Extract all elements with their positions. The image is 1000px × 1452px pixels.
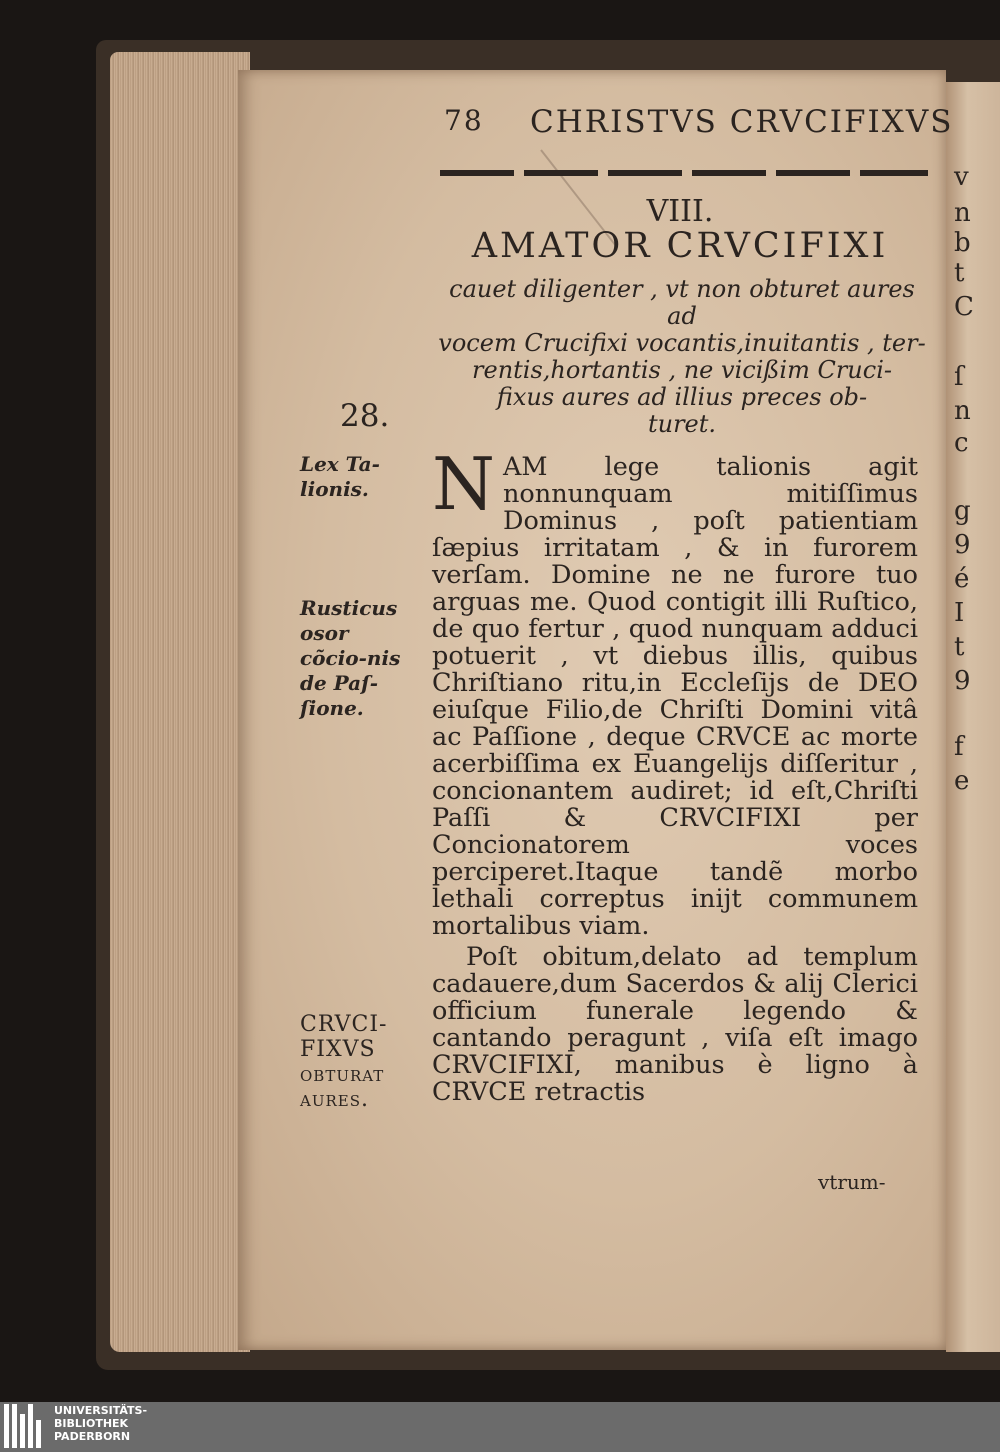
facing-page-letter: n (954, 396, 971, 426)
library-name-line: UNIVERSITÄTS- (54, 1404, 148, 1417)
facing-page-letter: b (954, 228, 971, 258)
subtitle-line: fixus aures ad illius preces ob- (496, 383, 868, 411)
facing-page-letter: e (954, 766, 970, 796)
facing-page-letter: v (954, 162, 969, 192)
facing-page-letter: ſ (954, 362, 964, 392)
subtitle-line: rentis,hortantis , ne vicißim Cruci- (472, 356, 892, 384)
facing-page-letter: f (954, 732, 964, 762)
facing-page-letter: g (954, 496, 971, 526)
facing-page-letter: c (954, 428, 969, 458)
facing-page-letter: t (954, 258, 965, 288)
page-edges (110, 52, 250, 1352)
drop-cap: N (432, 442, 495, 526)
footer-bar (0, 1402, 1000, 1452)
library-name-line: BIBLIOTHEK (54, 1417, 129, 1430)
running-head (444, 104, 954, 148)
page-number: 78 (444, 104, 484, 137)
facing-page-letter: I (954, 598, 965, 628)
section-number: 28. (340, 398, 390, 434)
paragraph-text: AM lege talionis agit nonnunquam mitiſſimus Dominus , poſt patientiam ſæpius irritatam , & in furorem verſam. Domine ne ne furore tuo arguas me. Quod contigit illi Ruſtico, de quo fertur , quod nunquam adduci potuerit , vt diebus illis, quibus Chriſtiano ritu,in Eccleſijs de DEO eiuſque Filio,de Chriſti Domini vitâ ac Paſſione , deque CRVCE ac morte acerbiſſima ex Euangelijs diſſeritur , concionantem audiret; id eſt,Chriſti Paſſi & CRVCIFIXI per Concionatorem voces perciperet.Itaque tandẽ morbo lethali correptus inijt communem mortalibus viam. (432, 452, 918, 941)
library-name (54, 1404, 147, 1443)
facing-page-letter: 9 (954, 666, 971, 696)
chapter-number: VIII. (646, 194, 714, 229)
catchword: vtrum- (818, 1170, 886, 1194)
paragraph: Poſt obitum,delato ad templum cadauere,dum Sacerdos & alij Clerici officium funerale legendo & cantando peragunt , viſa eſt imago CRVCIFIXI, manibus è ligno à CRVCE retractis (432, 942, 918, 1107)
margin-note-rusticus: Rusticus osor cõcio-nis de Paſ-ſione. (300, 596, 401, 720)
margin-note-crucifixus: CRVCI-FIXVS obturat aures. (300, 1012, 388, 1112)
body-text (432, 442, 918, 1174)
subtitle-line: turet. (647, 410, 717, 438)
facing-page-letter: n (954, 198, 971, 228)
paragraph (432, 442, 918, 941)
facing-page-edge (946, 82, 1000, 1352)
chapter-subtitle (434, 276, 930, 448)
facing-page-letter: C (954, 292, 974, 322)
head-rule (440, 170, 928, 176)
margin-note-lex: Lex Ta-lionis. (300, 452, 380, 501)
facing-page-letter: t (954, 632, 965, 662)
library-name-line: PADERBORN (54, 1430, 131, 1443)
chapter-title: AMATOR CRVCIFIXI (471, 226, 889, 266)
subtitle-line: cauet diligenter , vt non obturet aures ad (449, 275, 915, 330)
facing-page-letter: é (954, 564, 970, 594)
subtitle-line: vocem Crucifixi vocantis,inuitantis , ter- (438, 329, 926, 357)
facing-page-letter: 9 (954, 530, 971, 560)
running-title: CHRISTVS CRVCIFIXVS (530, 104, 954, 140)
library-logo-icon (4, 1404, 48, 1448)
